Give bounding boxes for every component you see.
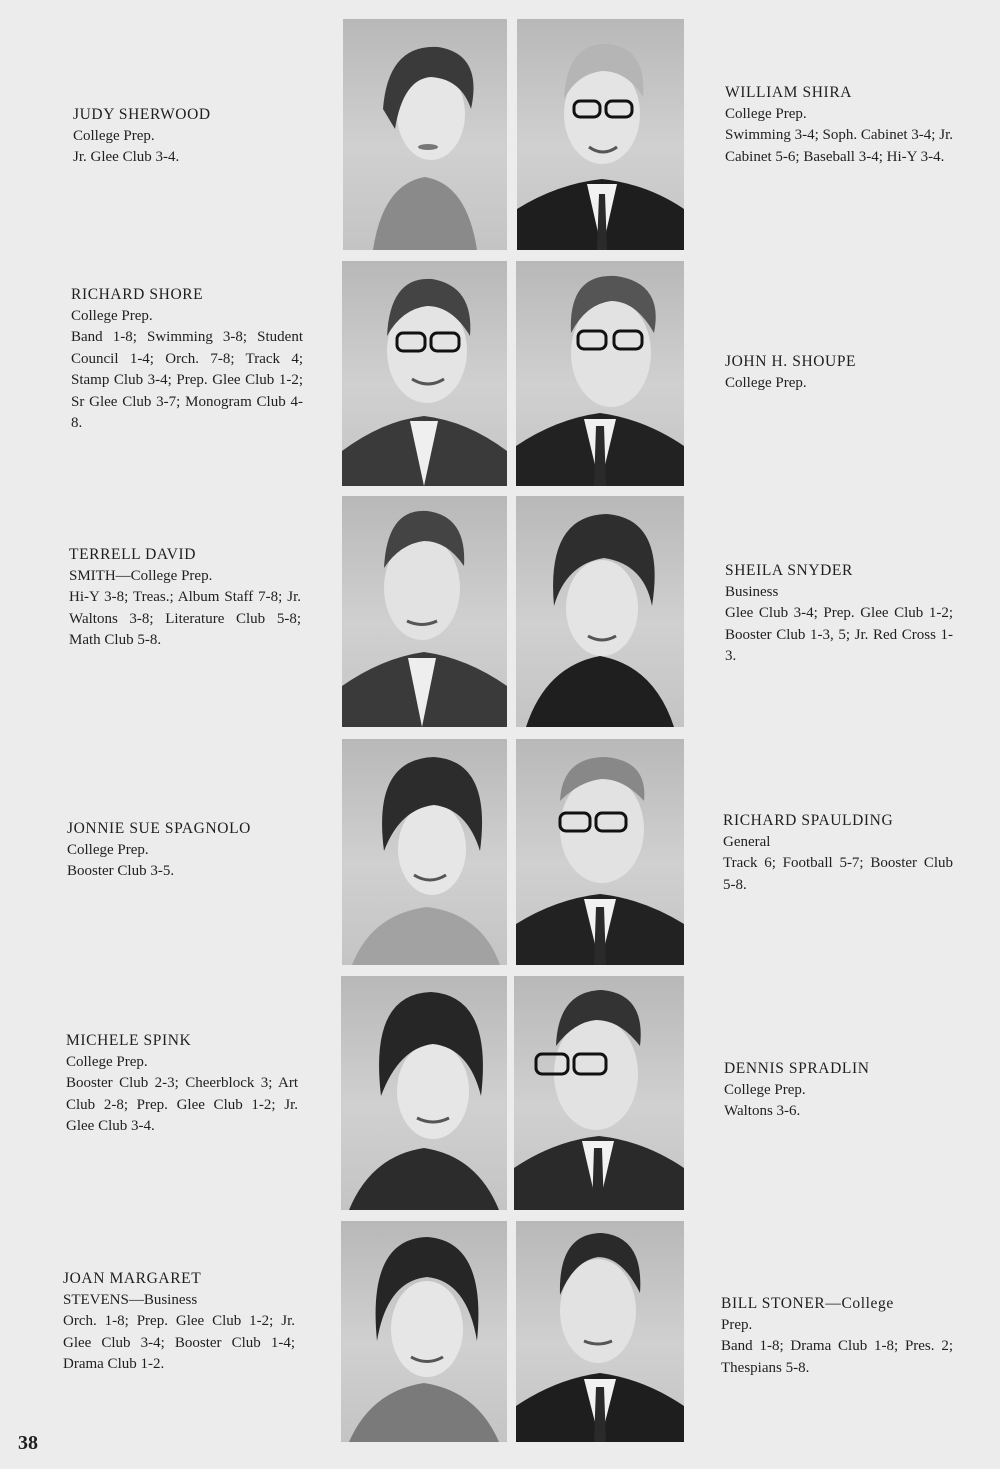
student-name: RICHARD SHORE	[71, 286, 204, 303]
student-activities: Booster Club 2-3; Cheerblock 3; Art Club 2-8; Prep. Glee Club 1-2; Jr. Glee Club 3-4.	[66, 1075, 298, 1134]
student-activities: Orch. 1-8; Prep. Glee Club 1-2; Jr. Glee Club 3-4; Booster Club 1-4; Drama Club 1-2.	[63, 1313, 295, 1372]
student-activities: Booster Club 3-5.	[67, 863, 175, 879]
student-name: JOHN H. SHOUPE	[725, 353, 857, 370]
student-course: College Prep.	[724, 1081, 806, 1098]
bio-john-shoupe	[725, 351, 953, 394]
bio-michele-spink	[66, 1030, 298, 1138]
student-activities: Swimming 3-4; Soph. Cabinet 3-4; Jr. Cabinet 5-6; Baseball 3-4; Hi-Y 3-4.	[725, 127, 953, 165]
student-name: RICHARD SPAULDING	[723, 812, 894, 829]
student-name: TERRELL DAVID	[69, 546, 197, 563]
bio-jonnie-sue-spagnolo	[67, 818, 327, 883]
portrait-john-shoupe	[516, 261, 684, 486]
bio-terrell-david-smith	[69, 544, 301, 652]
bio-richard-shore	[71, 284, 303, 435]
bio-joan-margaret-stevens	[63, 1268, 295, 1376]
portrait-william-shira	[517, 19, 684, 250]
student-name: MICHELE SPINK	[66, 1032, 192, 1049]
bio-bill-stoner	[721, 1293, 953, 1379]
student-course: STEVENS—Business	[63, 1291, 198, 1308]
bio-william-shira	[725, 82, 953, 168]
portrait-michele-spink	[341, 976, 507, 1210]
student-name: JUDY SHERWOOD	[73, 106, 211, 123]
portrait-jonnie-sue-spagnolo	[342, 739, 507, 965]
student-name: SHEILA SNYDER	[725, 562, 853, 579]
student-activities: Glee Club 3-4; Prep. Glee Club 1-2; Booster Club 1-3, 5; Jr. Red Cross 1-3.	[725, 605, 953, 664]
page-number: 38	[18, 1432, 38, 1454]
portrait-bill-stoner	[516, 1221, 684, 1442]
student-name: JONNIE SUE SPAGNOLO	[67, 820, 251, 837]
portrait-terrell-david-smith	[342, 496, 507, 727]
student-course: General	[723, 833, 771, 850]
student-course: College Prep.	[66, 1053, 148, 1070]
bio-richard-spaulding	[723, 810, 953, 896]
student-course: Prep.	[721, 1316, 753, 1333]
student-activities: Band 1-8; Swimming 3-8; Student Council 1-4; Orch. 7-8; Track 4; Stamp Club 3-4; Prep. Glee Club 1-2; Sr Glee Club 3-7; Monogram Club 4-8.	[71, 329, 303, 431]
student-name: WILLIAM SHIRA	[725, 84, 853, 101]
bio-dennis-spradlin	[724, 1058, 952, 1123]
student-name: BILL STONER—College	[721, 1295, 894, 1312]
student-activities: Band 1-8; Drama Club 1-8; Pres. 2; Thespians 5-8.	[721, 1338, 953, 1376]
bio-sheila-snyder	[725, 560, 953, 668]
student-course: College Prep.	[73, 127, 155, 144]
portrait-richard-shore	[342, 261, 507, 486]
student-course: College Prep.	[71, 307, 153, 324]
student-activities: Waltons 3-6.	[724, 1103, 801, 1119]
portrait-judy-sherwood	[343, 19, 507, 250]
student-activities: Track 6; Football 5-7; Booster Club 5-8.	[723, 855, 953, 893]
portrait-dennis-spradlin	[514, 976, 684, 1210]
student-course: College Prep.	[67, 841, 149, 858]
student-name: DENNIS SPRADLIN	[724, 1060, 870, 1077]
student-name: JOAN MARGARET	[63, 1270, 202, 1287]
student-course: College Prep.	[725, 374, 807, 391]
bio-judy-sherwood	[73, 104, 303, 169]
student-activities: Jr. Glee Club 3-4.	[73, 149, 180, 165]
portrait-richard-spaulding	[516, 739, 684, 965]
student-activities: Hi-Y 3-8; Treas.; Album Staff 7-8; Jr. Waltons 3-8; Literature Club 5-8; Math Club 5-8.	[69, 589, 301, 648]
student-course: Business	[725, 583, 779, 600]
portrait-joan-margaret-stevens	[341, 1221, 507, 1442]
portrait-sheila-snyder	[516, 496, 684, 727]
student-course: College Prep.	[725, 105, 807, 122]
student-course: SMITH—College Prep.	[69, 567, 213, 584]
